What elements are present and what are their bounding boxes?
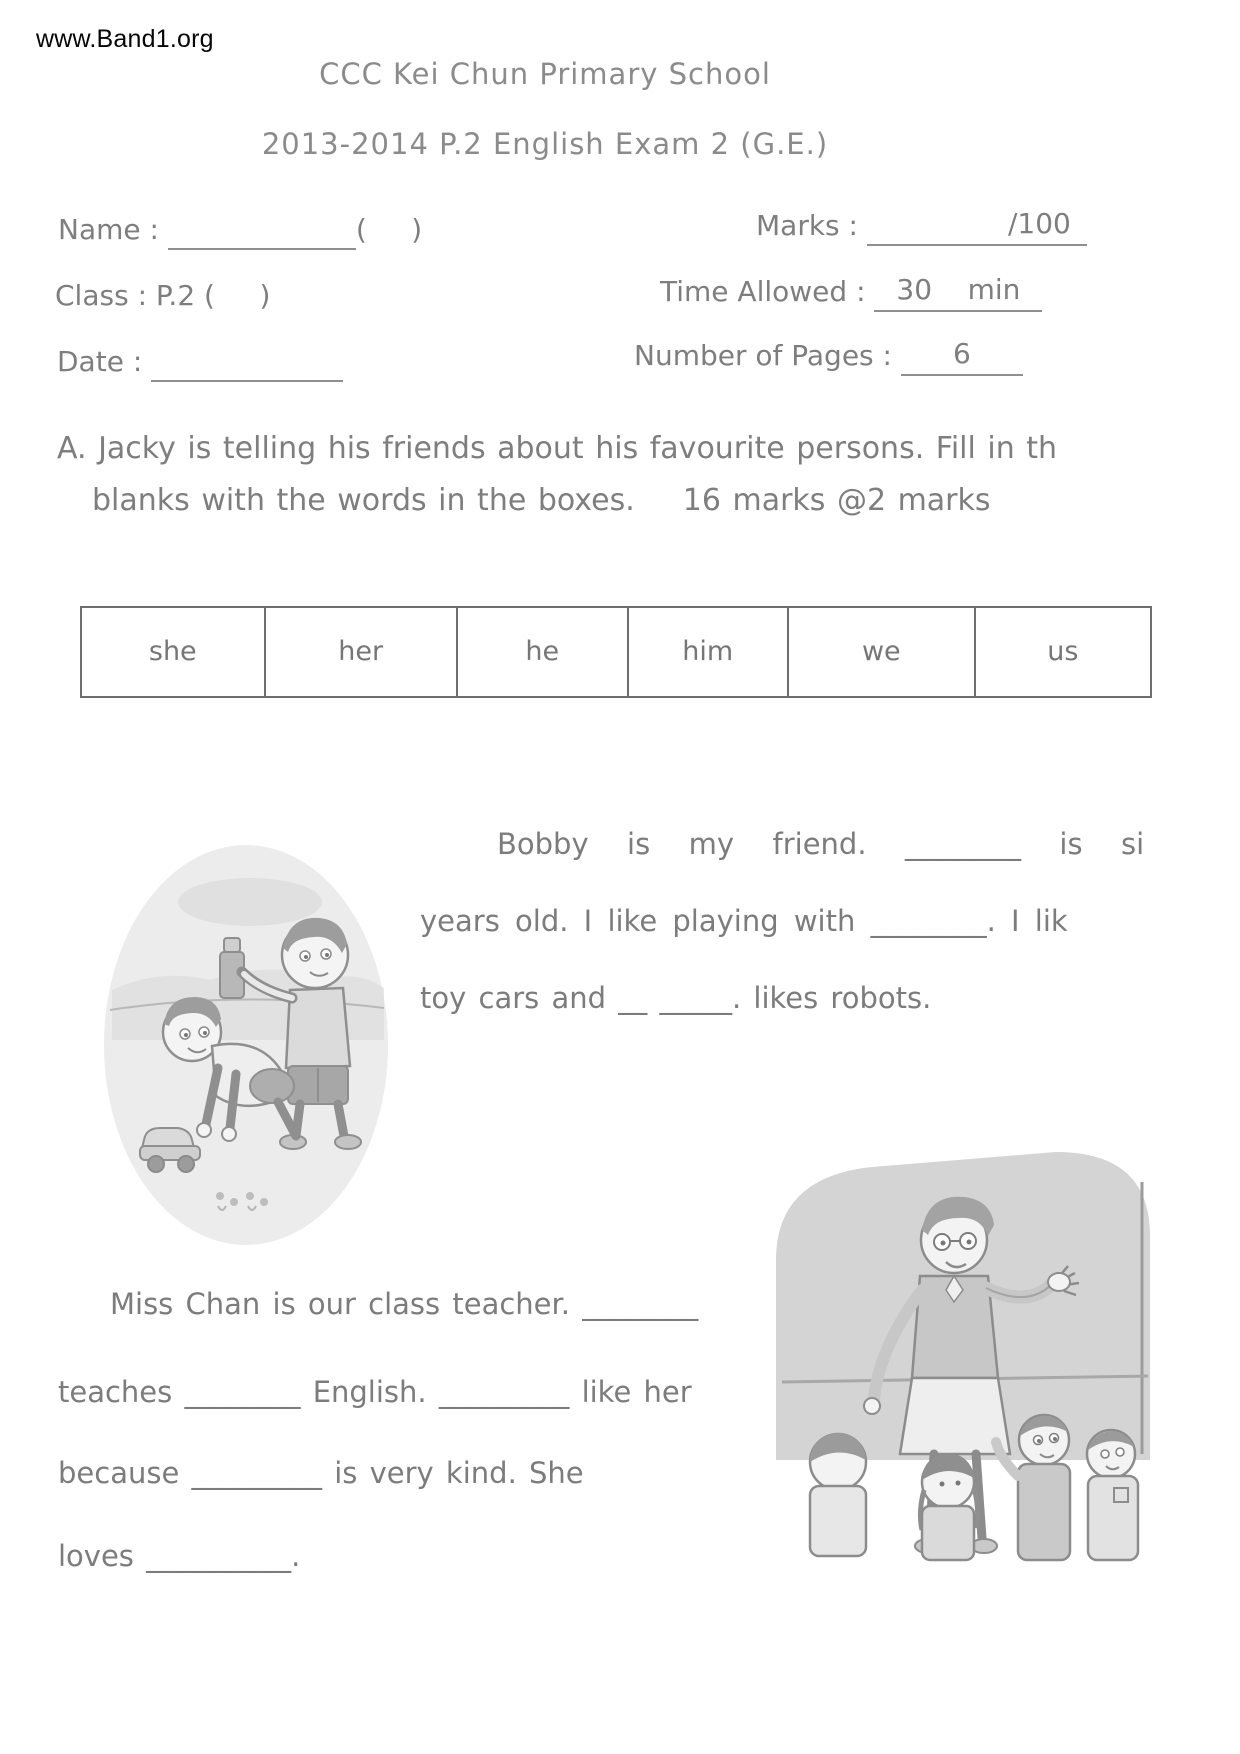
paragraph2-line2: teaches ________ English. _________ like her bbox=[58, 1375, 692, 1409]
word-box-word: he bbox=[525, 636, 560, 668]
section-a-instruction-line1: A. Jacky is telling his friends about his favourite persons. Fill in th bbox=[57, 431, 1058, 466]
number-of-pages-label: Number of Pages : bbox=[634, 339, 901, 372]
school-name-title: CCC Kei Chun Primary School bbox=[319, 57, 771, 91]
paragraph1-line1: Bobby is my friend. ________ is si bbox=[497, 827, 1145, 861]
time-allowed-value: 30 min bbox=[874, 270, 1042, 312]
name-label: Name : bbox=[58, 213, 159, 246]
section-a-instruction-line2 bbox=[92, 482, 991, 520]
word-box-word: we bbox=[861, 636, 901, 668]
word-box-word: she bbox=[148, 636, 197, 668]
name-row bbox=[58, 208, 422, 250]
word-box-table bbox=[80, 606, 1152, 698]
marks-row bbox=[756, 204, 1087, 246]
instruction-text: blanks with the words in the boxes. bbox=[92, 483, 635, 518]
boys-playing-illustration bbox=[100, 800, 392, 1210]
number-of-pages-row bbox=[634, 334, 1023, 376]
date-row bbox=[57, 340, 343, 382]
name-blank-line bbox=[168, 208, 356, 250]
word-box-word: us bbox=[1047, 636, 1079, 668]
word-box-cell bbox=[456, 608, 627, 696]
paragraph1-line3: toy cars and __ _____. likes robots. bbox=[420, 981, 932, 1015]
time-allowed-label: Time Allowed : bbox=[660, 275, 875, 308]
word-box-cell bbox=[627, 608, 787, 696]
word-box-word: him bbox=[682, 636, 734, 668]
date-label: Date : bbox=[57, 345, 143, 378]
paragraph2-line1: Miss Chan is our class teacher. ________ bbox=[110, 1287, 699, 1321]
paragraph2-line4: loves __________. bbox=[58, 1539, 301, 1573]
teacher-classroom-drawing bbox=[762, 1110, 1162, 1610]
word-box-cell bbox=[82, 608, 264, 696]
paragraph2-line3: because _________ is very kind. She bbox=[58, 1456, 584, 1490]
word-box-cell bbox=[787, 608, 974, 696]
watermark-text: www.Band1.org bbox=[36, 25, 214, 53]
class-row bbox=[55, 276, 270, 316]
marks-value: /100 bbox=[867, 204, 1087, 246]
word-box-cell bbox=[264, 608, 456, 696]
name-class-number-brackets: ( ) bbox=[355, 213, 423, 246]
boys-playing-drawing bbox=[100, 840, 392, 1250]
exam-title: 2013-2014 P.2 English Exam 2 (G.E.) bbox=[261, 127, 829, 161]
word-box-word: her bbox=[338, 636, 384, 668]
time-allowed-row bbox=[660, 270, 1042, 312]
number-of-pages-value: 6 bbox=[901, 334, 1023, 376]
word-box-cell bbox=[974, 608, 1150, 696]
date-blank-line bbox=[151, 340, 343, 382]
marks-note: 16 marks @2 marks bbox=[682, 483, 991, 518]
class-label: Class : P.2 ( ) bbox=[55, 279, 271, 312]
paragraph1-line2: years old. I like playing with ________. I lik bbox=[420, 904, 1068, 938]
marks-label: Marks : bbox=[756, 209, 867, 242]
teacher-classroom-illustration bbox=[762, 1070, 1162, 1570]
